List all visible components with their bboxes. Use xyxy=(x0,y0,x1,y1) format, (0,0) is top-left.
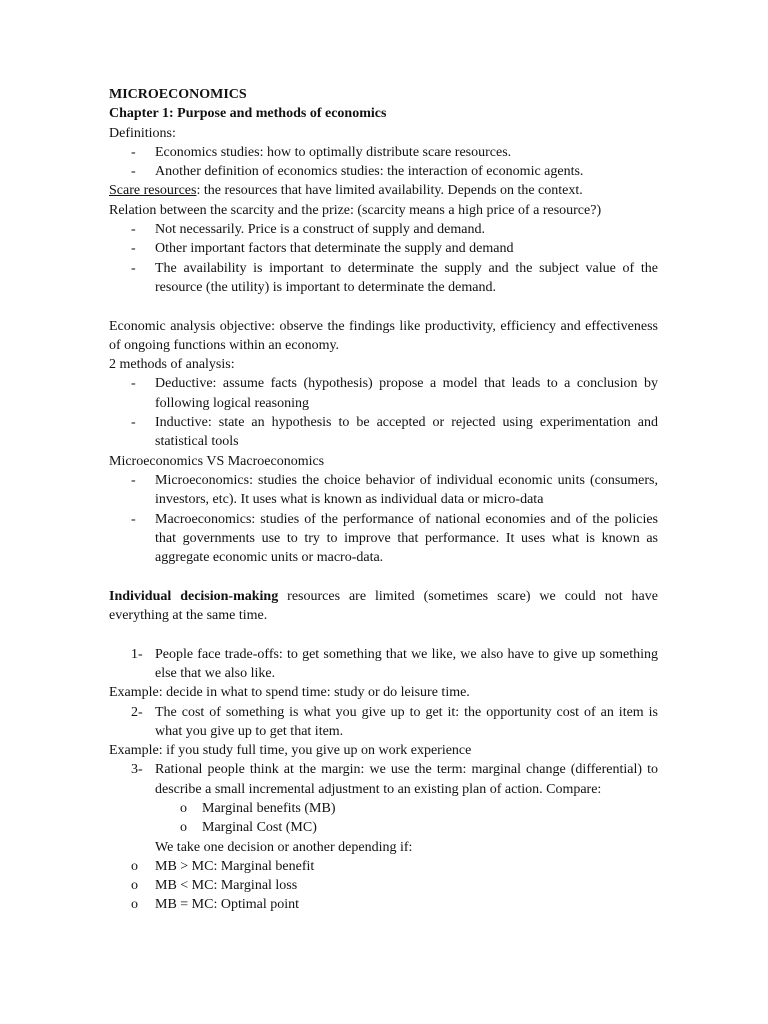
principle-item: 1- People face trade-offs: to get something that we like, we also have to give up something else that we also like. xyxy=(131,646,658,681)
decision-making-term: Individual decision-making xyxy=(109,588,279,604)
list-item: - Another definition of economics studies: the interaction of economic agents. xyxy=(131,164,584,180)
list-item: - Deductive: assume facts (hypothesis) propose a model that leads to a conclusion by following logical reasoning xyxy=(131,376,658,411)
chapter-heading: Chapter 1: Purpose and methods of economics xyxy=(109,106,387,122)
example-line: Example: decide in what to spend time: study or do leisure time. xyxy=(109,685,470,701)
list-item: - Economics studies: how to optimally distribute scare resources. xyxy=(131,144,512,160)
list-item: - Not necessarily. Price is a construct of supply and demand. xyxy=(131,222,485,238)
definitions-label: Definitions: xyxy=(109,125,176,141)
principle-item: 2- The cost of something is what you give up to get it: the opportunity cost of an item is what you give up to get that item. xyxy=(131,704,658,739)
list-item: - The availability is important to determinate the supply and the subject value of the resource (the utility) is important to determinate the demand. xyxy=(131,260,658,295)
outcome-item: o MB > MC: Marginal benefit xyxy=(131,858,315,874)
principle-item: 3- Rational people think at the margin: we use the term: marginal change (differential) to describe a small incremental adjustment to an existing plan of action. Compare: xyxy=(131,762,658,797)
decision-making-paragraph: Individual decision-making resources are limited (sometimes scare) we could not have everything at the same time. xyxy=(109,588,658,624)
outcome-item: o MB = MC: Optimal point xyxy=(131,897,300,913)
analysis-objective: Economic analysis objective: observe the findings like productivity, efficiency and effectiveness of ongoing functions within an economy. xyxy=(109,318,658,353)
list-item: - Other important factors that determinate the supply and demand xyxy=(131,241,514,257)
outcome-item: o MB < MC: Marginal loss xyxy=(131,878,298,894)
document-body xyxy=(109,85,658,915)
micro-vs-macro-label: Microeconomics VS Macroeconomics xyxy=(109,453,325,469)
relation-line: Relation between the scarcity and the prize: (scarcity means a high price of a resource?) xyxy=(109,202,602,218)
methods-label: 2 methods of analysis: xyxy=(109,357,235,373)
list-item: - Macroeconomics: studies of the performance of national economies and of the policies that governments use to try to improve that performance. It uses what is known as aggregate economic units or macro-data. xyxy=(131,511,658,566)
sub-list-item: o Marginal Cost (MC) xyxy=(180,820,317,836)
list-item: - Microeconomics: studies the choice behavior of individual economic units (consumers, investors, etc). It uses what is known as individual data or micro-data xyxy=(131,472,658,508)
document-title: MICROECONOMICS xyxy=(109,87,247,102)
list-item: - Inductive: state an hypothesis to be accepted or rejected using experimentation and statistical tools xyxy=(131,415,658,450)
sub-list-item: o Marginal benefits (MB) xyxy=(180,800,336,816)
scare-resources-term: Scare resources xyxy=(109,183,197,199)
example-line: Example: if you study full time, you give up on work experience xyxy=(109,743,472,759)
decision-if-line: We take one decision or another depending if: xyxy=(155,839,413,855)
scare-resources-line: Scare resources: the resources that have limited availability. Depends on the context. xyxy=(109,183,583,199)
